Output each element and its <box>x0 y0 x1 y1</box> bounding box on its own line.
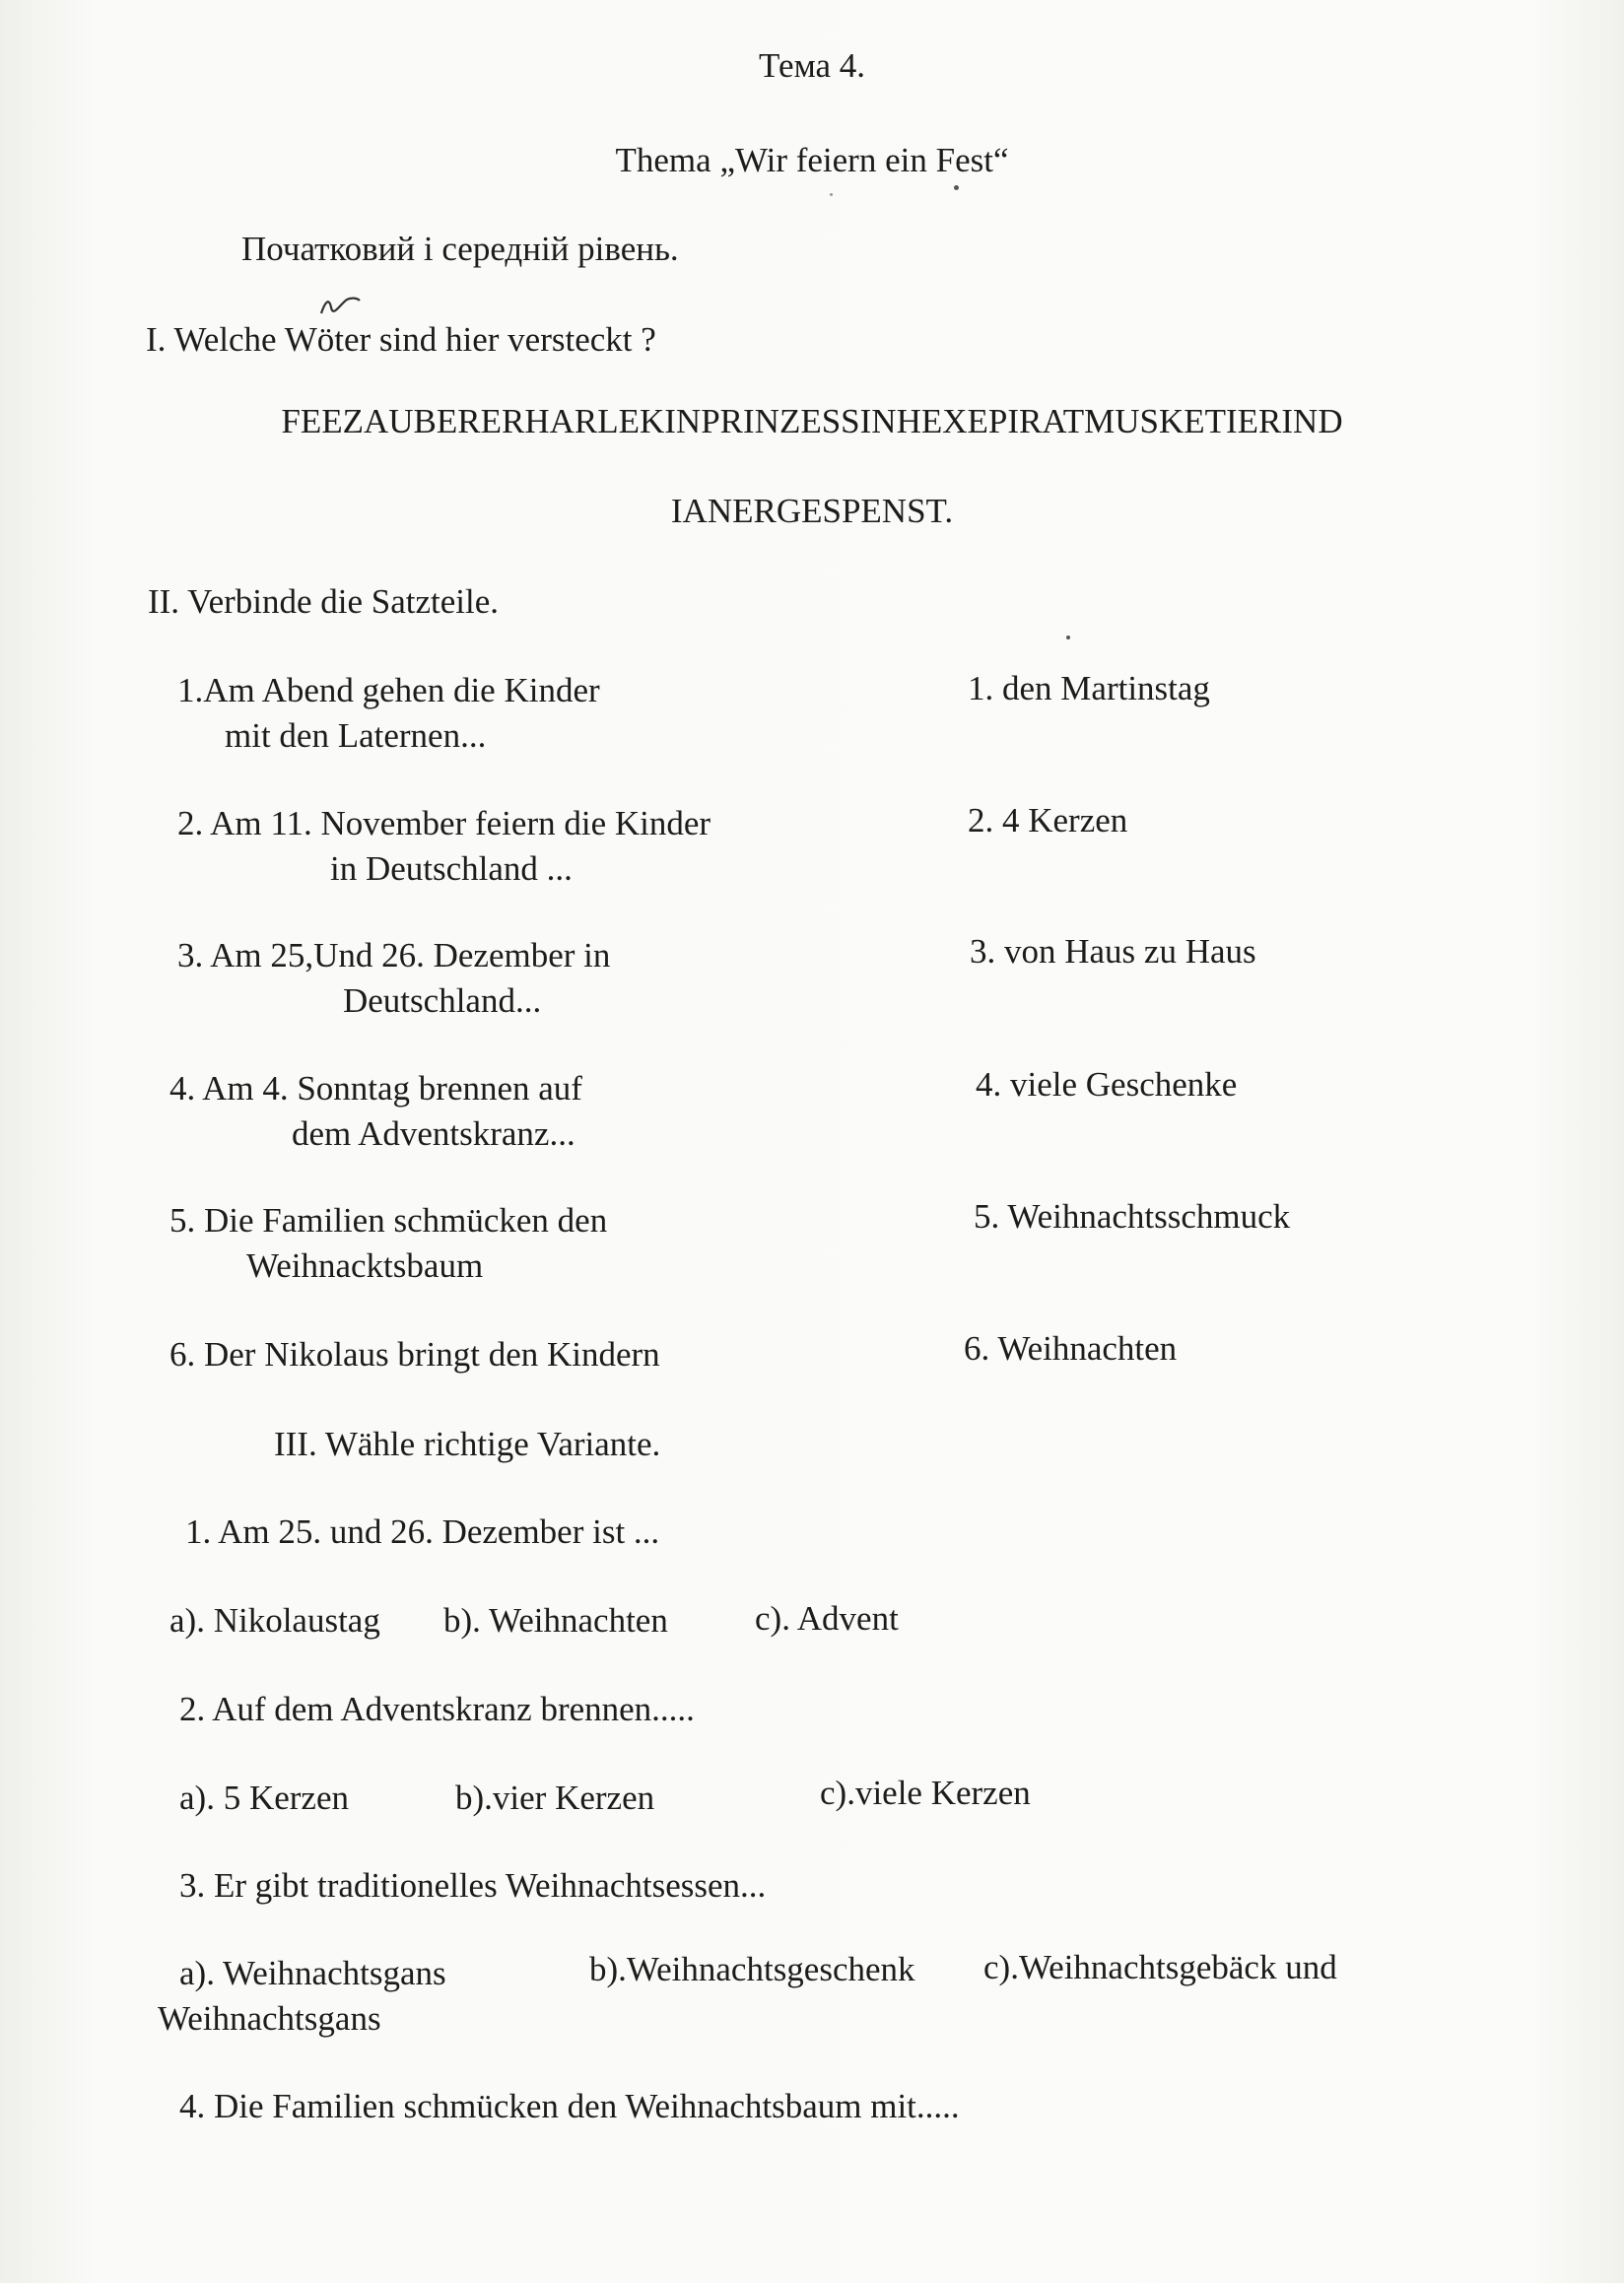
question-4: 4. Die Familien schmücken den Weihnachtsbaum mit..... <box>179 2087 960 2125</box>
question-3-option-c-cont: Weihnachtsgans <box>158 1999 381 2038</box>
match-left-2: 2. Am 11. November feiern die Kinder <box>177 804 711 842</box>
match-left-3-cont: Deutschland... <box>343 981 542 1020</box>
task2-title: II. Verbinde die Satzteile. <box>148 582 500 621</box>
scan-speck <box>954 185 959 190</box>
scan-speck <box>830 193 833 196</box>
match-left-1: 1.Am Abend gehen die Kinder <box>177 671 600 709</box>
match-right-3: 3. von Haus zu Haus <box>970 932 1256 971</box>
match-left-3: 3. Am 25,Und 26. Dezember in <box>177 936 611 974</box>
match-left-2-cont: in Deutschland ... <box>330 849 573 888</box>
match-left-4: 4. Am 4. Sonntag brennen auf <box>169 1069 582 1108</box>
match-left-5-cont: Weihnacktsbaum <box>246 1246 484 1285</box>
topic-number: Тема 4. <box>758 46 866 85</box>
topic-title: Thema „Wir feiern ein Fest“ <box>615 141 1009 179</box>
question-1: 1. Am 25. und 26. Dezember ist ... <box>185 1512 660 1551</box>
match-right-1: 1. den Martinstag <box>968 669 1210 707</box>
level-label: Початковий і середній рівень. <box>241 230 679 268</box>
match-left-6: 6. Der Nikolaus bringt den Kindern <box>169 1335 660 1374</box>
question-3-option-b: b).Weihnachtsgeschenk <box>589 1950 915 1988</box>
task3-title: III. Wähle richtige Variante. <box>274 1425 661 1463</box>
question-3-option-c: c).Weihnachtsgebäck und <box>983 1948 1337 1986</box>
question-3-option-a: a). Weihnachtsgans <box>179 1954 446 1992</box>
task1-title: I. Welche Wöter sind hier versteckt ? <box>146 320 656 359</box>
match-right-2: 2. 4 Kerzen <box>968 801 1128 839</box>
puzzle-line-1: FEEZAUBERERHARLEKINPRINZESSINHEXEPIRATMUSKETIERIND <box>281 402 1343 440</box>
match-left-1-cont: mit den Laternen... <box>225 716 487 755</box>
question-3: 3. Er gibt traditionelles Weihnachtsessen... <box>179 1866 767 1905</box>
match-right-6: 6. Weihnachten <box>964 1329 1178 1368</box>
question-2: 2. Auf dem Adventskranz brennen..... <box>179 1690 695 1728</box>
match-right-4: 4. viele Geschenke <box>976 1065 1238 1104</box>
question-2-option-b: b).vier Kerzen <box>455 1779 655 1817</box>
question-2-option-a: a). 5 Kerzen <box>179 1779 349 1817</box>
puzzle-line-2: IANERGESPENST. <box>670 492 954 530</box>
question-1-option-b: b). Weihnachten <box>443 1601 668 1640</box>
match-left-4-cont: dem Adventskranz... <box>292 1114 575 1153</box>
question-1-option-a: a). Nikolaustag <box>169 1601 380 1640</box>
match-right-5: 5. Weihnachtsschmuck <box>974 1197 1291 1236</box>
question-2-option-c: c).viele Kerzen <box>820 1774 1031 1812</box>
handwritten-correction-mark <box>317 292 363 321</box>
match-left-5: 5. Die Familien schmücken den <box>169 1201 608 1240</box>
scan-speck <box>1066 636 1070 639</box>
question-1-option-c: c). Advent <box>755 1599 899 1638</box>
